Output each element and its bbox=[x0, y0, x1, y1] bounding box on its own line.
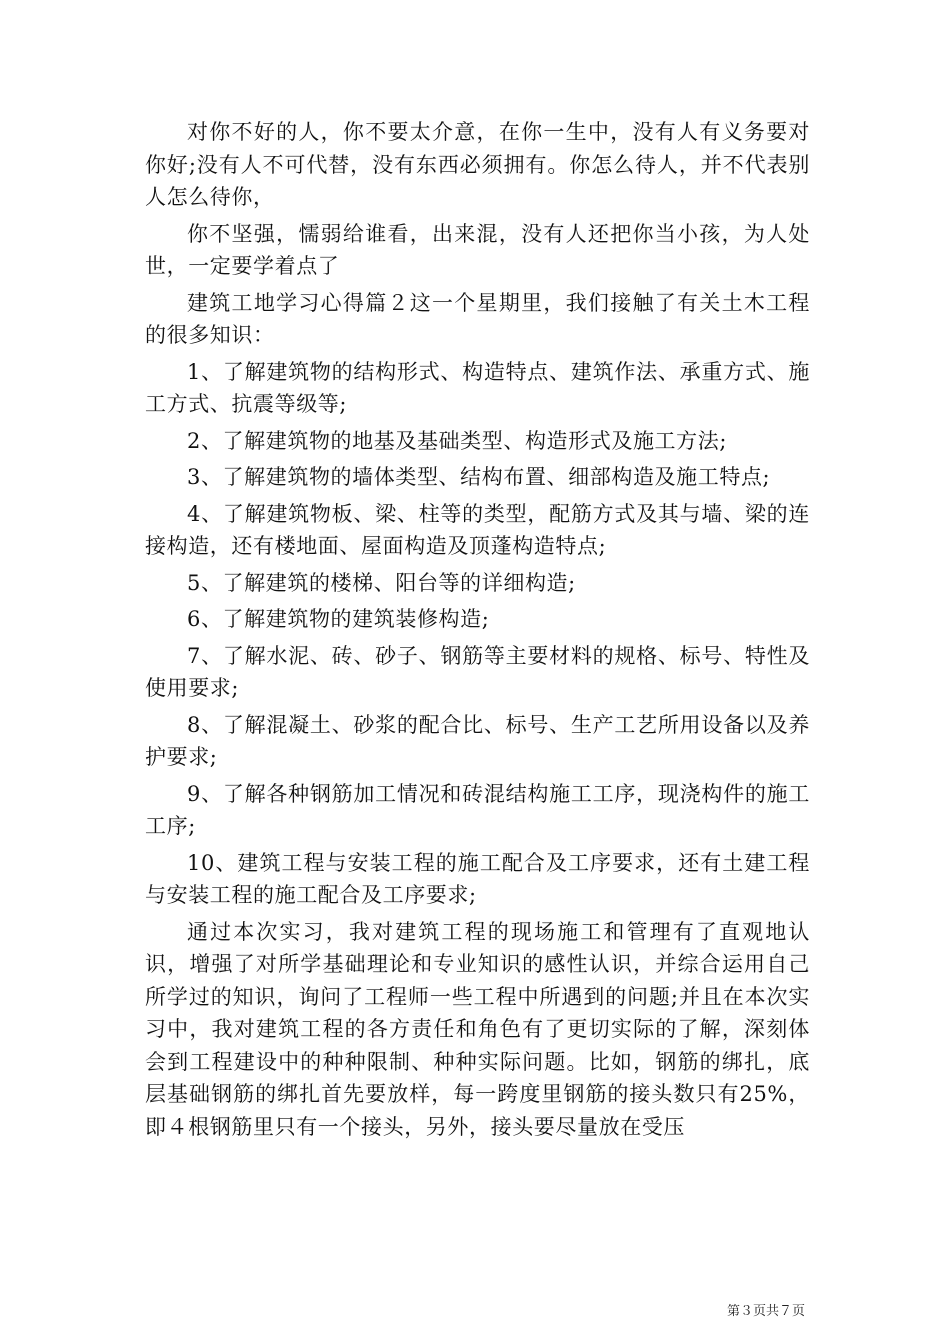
list-item: 6、了解建筑物的建筑装修构造; bbox=[187, 607, 490, 631]
list-item: 7、了解水泥、砖、砂子、钢筋等主要材料的规格、标号、特性及使用要求; bbox=[145, 643, 810, 700]
paragraph: 对你不好的人，你不要太介意，在你一生中，没有人有义务要对你好;没有人不可代替，没有东西必须拥有。你怎么待人，并不代表别人怎么待你， bbox=[145, 120, 810, 209]
list-item: 4、了解建筑物板、梁、柱等的类型，配筋方式及其与墙、梁的连接构造，还有楼地面、屋面构造及顶蓬构造特点; bbox=[145, 501, 810, 558]
list-item: 2、了解建筑物的地基及基础类型、构造形式及施工方法; bbox=[187, 428, 728, 453]
list-item: 8、了解混凝土、砂浆的配合比、标号、生产工艺所用设备以及养护要求; bbox=[145, 712, 810, 769]
page-number: 第３页共７页 bbox=[726, 1304, 805, 1319]
paragraph: 你不坚强，懦弱给谁看，出来混，没有人还把你当小孩，为人处世，一定要学着点了 bbox=[145, 221, 810, 278]
document-body bbox=[145, 116, 810, 1147]
list-item: 3、了解建筑物的墙体类型、结构布置、细部构造及施工特点; bbox=[187, 465, 771, 489]
list-item: 1、了解建筑物的结构形式、构造特点、建筑作法、承重方式、施工方式、抗震等级等; bbox=[145, 359, 810, 416]
list-item: 10、建筑工程与安装工程的施工配合及工序要求，还有土建工程与安装工程的施工配合及工序要求; bbox=[145, 850, 810, 907]
list-item: 9、了解各种钢筋加工情况和砖混结构施工工序，现浇构件的施工工序; bbox=[145, 781, 810, 838]
paragraph: 建筑工地学习心得篇２这一个星期里，我们接触了有关土木工程的很多知识： bbox=[145, 290, 810, 347]
paragraph: 通过本次实习，我对建筑工程的现场施工和管理有了直观地认识，增强了对所学基础理论和专业知识的感性认识，并综合运用自己所学过的知识，询问了工程师一些工程中所遇到的问题;并且在本次实习中，我对建筑工程的各方责任和角色有了更切实际的了解，深刻体会到工程建设中的种种限制、种种实际问题。比如，钢筋的绑扎，底层基础钢筋的绑扎首先要放样，每一跨度里钢筋的接头数只有25%，即４根钢筋里只有一个接头，另外，接头要尽量放在受压 bbox=[145, 919, 810, 1139]
list-item: 5、了解建筑的楼梯、阳台等的详细构造; bbox=[187, 570, 576, 595]
